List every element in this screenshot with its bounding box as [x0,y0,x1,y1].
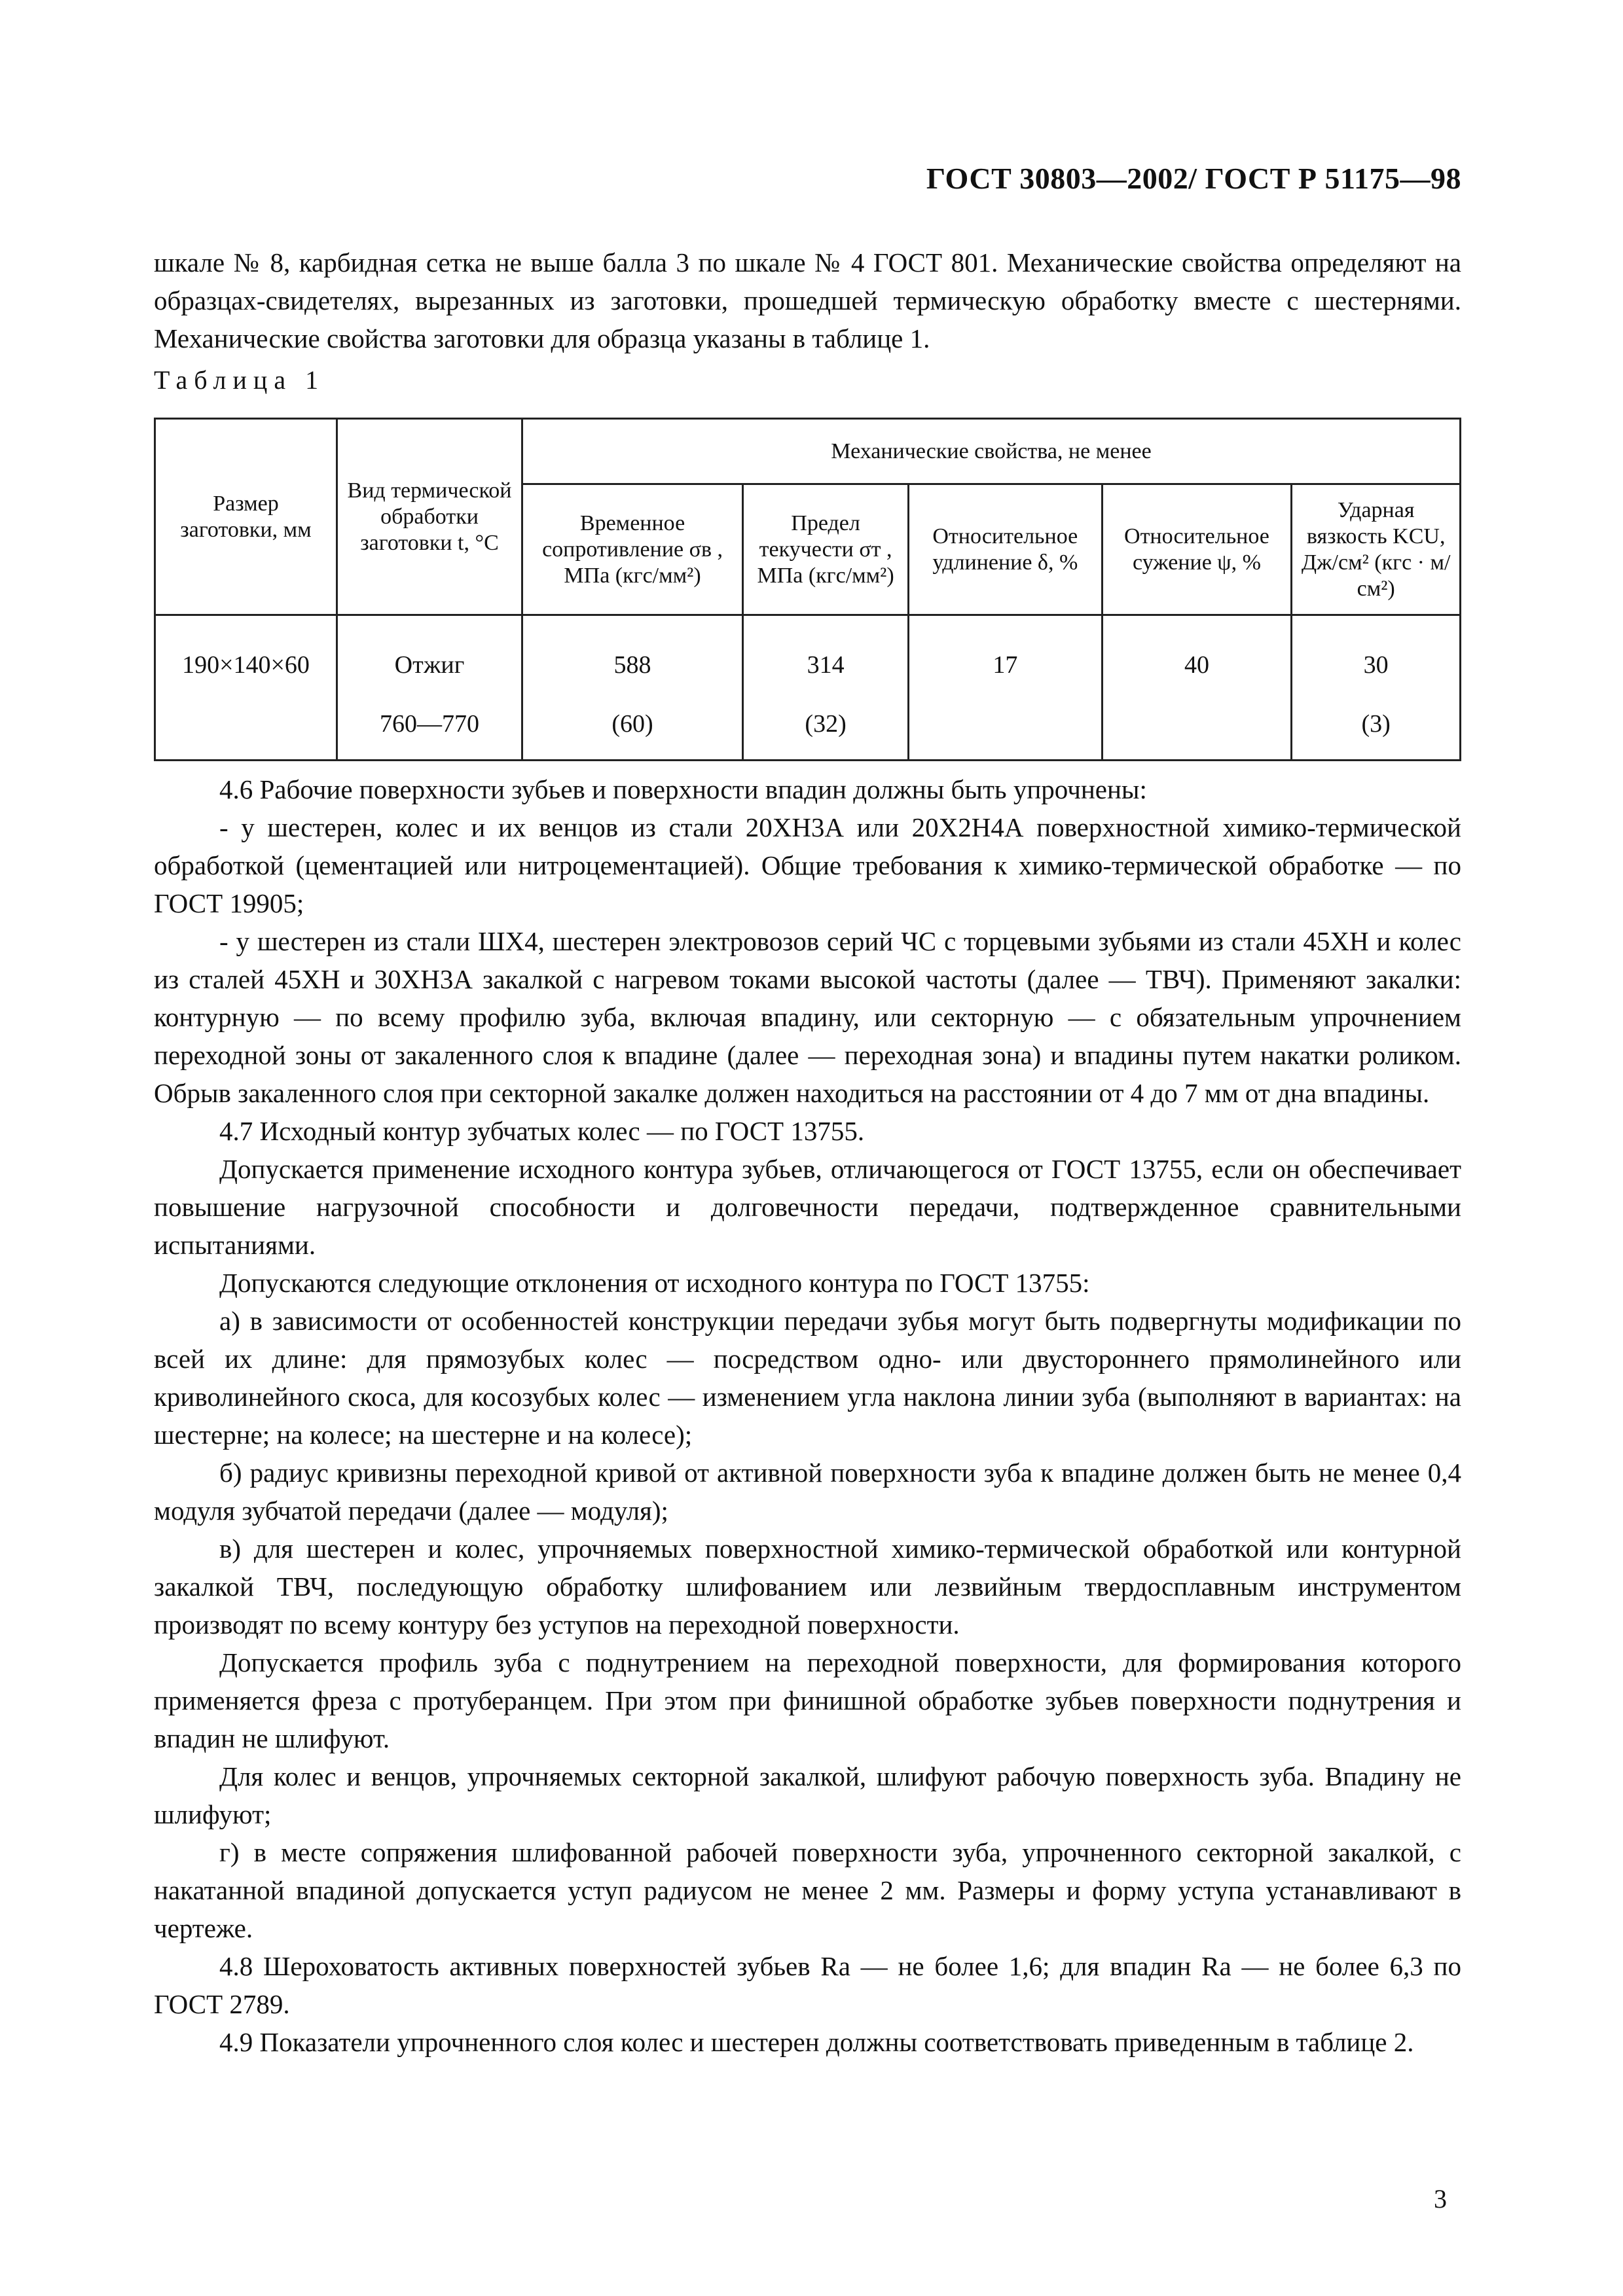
cell-treatment-temperature: 760—770 [380,710,479,738]
paragraph-4-7: 4.7 Исходный контур зубчатых колес — по ГОСТ 13755. [219,1116,865,1146]
cell-impact [1292,615,1461,761]
intro-text: шкале № 8, карбидная сетка не выше балла 3 по шкале № 4 ГОСТ 801. Механические свойства определяют на образцах-свидетелях, вырезанных из заготовки, прошедшей термическую обработку вместе с шестернями. Механические свойства заготовки для образца указаны в таблице 1. [154,247,1461,353]
paragraph-4-6-b: - у шестерен из стали ШХ4, шестерен электровозов серий ЧС с торцевыми зубьями из стали 45ХН и колес из сталей 45ХН и 30ХН3А закалкой с нагревом токами высокой частоты (далее — ТВЧ). Применяют закалки: контурную — по всему профилю зуба, включая впадину, или секторную — с обязательным упрочнением переходной зоны от закаленного слоя к впадине (далее — переходная зона) и впадины путем накатки роликом. Обрыв закаленного слоя при секторной закалке должен находиться на расстоянии от 4 до 7 мм от дна впадины. [154,926,1461,1108]
table-caption: Таблица 1 [154,365,325,395]
cell-impact-value: 30 [1363,651,1389,679]
cell-reduction-value: 40 [1184,651,1209,679]
page-number: 3 [1434,2184,1447,2214]
intro-paragraph [154,243,1461,357]
paragraph-sector-hardening: Для колес и венцов, упрочняемых секторной закалкой, шлифуют рабочую поверхность зуба. Впадину не шлифуют; [154,1761,1461,1829]
col-header-reduction: Относительное сужение ψ, % [1102,484,1292,615]
cell-treatment [337,615,522,761]
paragraph-4-6: 4.6 Рабочие поверхности зубьев и поверхности впадин должны быть упрочнены: [219,774,1147,804]
page-header: ГОСТ 30803—2002/ ГОСТ Р 51175—98 [926,162,1461,195]
paragraph-undercut: Допускается профиль зуба с поднутрением на переходной поверхности, для формирования которого применяется фреза с протуберанцем. При этом при финишной обработке зубьев поверхности поднутрения и впадин не шлифуют. [154,1647,1461,1753]
col-header-tensile: Временное сопротивление σв , МПа (кгс/мм²) [522,484,743,615]
paragraph-4-9: 4.9 Показатели упрочненного слоя колес и шестерен должны соответствовать приведенным в таблице 2. [219,2027,1414,2057]
cell-yield-mpa: 314 [807,651,845,679]
paragraph-item-g: г) в месте сопряжения шлифованной рабочей поверхности зуба, упрочненного секторной закалкой, с накатанной впадиной допускается уступ радиусом не менее 2 мм. Размеры и форму уступа устанавливают в чертеже. [154,1837,1461,1943]
paragraph-4-7-allowance: Допускается применение исходного контура зубьев, отличающегося от ГОСТ 13755, если он обеспечивает повышение нагрузочной способности и долговечности передачи, подтвержденное сравнительными испытаниями. [154,1154,1461,1260]
col-header-mechanical-group: Механические свойства, не менее [522,419,1461,484]
mechanical-properties-table [154,418,1461,761]
col-header-elongation: Относительное удлинение δ, % [909,484,1103,615]
paragraph-item-a: а) в зависимости от особенностей конструкции передачи зубья могут быть подвергнуты модификации по всей их длине: для прямозубых колес — посредством одно- или двустороннего прямолинейного или криволинейного скоса, для косозубых колес — изменением угла наклона линии зуба (выполняют в вариантах: на шестерне; на колесе; на шестерне и на колесе); [154,1306,1461,1450]
paragraph-4-6-a: - у шестерен, колес и их венцов из стали 20ХН3А или 20Х2Н4А поверхностной химико-термической обработкой (цементацией или нитроцементацией). Общие требования к химико-термической обработке — по ГОСТ 19905; [154,812,1461,918]
col-header-yield: Предел текучести σт , МПа (кгс/мм²) [743,484,909,615]
cell-elongation [909,615,1103,761]
section-4-6-to-4-9 [154,770,1461,2061]
cell-treatment-type: Отжиг [394,651,465,679]
col-header-size: Размер заготовки, мм [155,419,337,615]
cell-yield [743,615,909,761]
cell-reduction [1102,615,1292,761]
cell-tensile [522,615,743,761]
paragraph-item-b: б) радиус кривизны переходной кривой от активной поверхности зуба к впадине должен быть не менее 0,4 модуля зубчатой передачи (далее — модуля); [154,1458,1461,1526]
cell-size [155,615,337,761]
cell-tensile-mpa: 588 [613,651,651,679]
col-header-heat-treatment: Вид термической обработки заготовки t, °С [337,419,522,615]
cell-impact-kgf: (3) [1361,710,1391,738]
paragraph-item-v: в) для шестерен и колес, упрочняемых поверхностной химико-термической обработкой или контурной закалкой ТВЧ, последующую обработку шлифованием или лезвийным твердосплавным инструментом производят по всему контуру без уступов на переходной поверхности. [154,1534,1461,1640]
cell-elongation-value: 17 [993,651,1018,679]
col-header-impact: Ударная вязкость KCU, Дж/см² (кгс · м/см²) [1292,484,1461,615]
paragraph-4-8: 4.8 Шероховатость активных поверхностей зубьев Ra — не более 1,6; для впадин Ra — не более 6,3 по ГОСТ 2789. [154,1951,1461,2019]
cell-tensile-kgf: (60) [611,710,653,738]
cell-yield-kgf: (32) [805,710,847,738]
cell-size-value: 190×140×60 [182,651,310,679]
paragraph-4-7-deviations: Допускаются следующие отклонения от исходного контура по ГОСТ 13755: [219,1268,1090,1298]
